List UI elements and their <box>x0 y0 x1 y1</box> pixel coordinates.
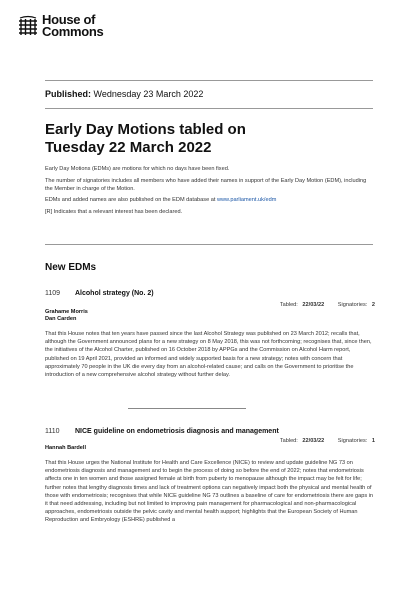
house-of-commons-logo <box>18 14 103 38</box>
edm-database-link[interactable]: www.parliament.uk/edm <box>216 197 277 203</box>
tabled-date: 22/03/22 <box>302 438 325 444</box>
intro-paragraph-3 <box>45 196 375 204</box>
motion-1110 <box>45 428 375 525</box>
motion-sponsors <box>45 445 375 452</box>
logo-wordmark <box>42 14 103 38</box>
intro-paragraph-1: Early Day Motions (EDMs) are motions for which no days have been fixed. <box>45 166 230 172</box>
motion-meta <box>45 302 375 308</box>
motion-text: That this House urges the National Institute for Health and Care Excellence (NICE) to review and update guideline NG 73 on endometriosis diagnosis and management and to begin the process of doing so before the end of 2022; notes that endometriosis affects one in ten women and those assigned female at birth from puberty to menopause although the impact may be felt for life; further notes that lengthy diagnosis times and lack of treatment options can negatively impact both the physical and mental health of those with endometriosis; recognises that while NICE guideline NG 73 outlines a baseline of care for endometriosis there are gaps in it that need addressing, including but not limited to improving pain management for pharmacological and non-pharmacological approaches, endometriosis outside the pelvic cavity and mental health support; highlights that the European Society of Human Reproduction and Embryology (ESHRE) published a <box>45 460 374 524</box>
motion-separator <box>128 408 246 409</box>
published-rule <box>45 108 373 109</box>
intro-paragraph-3-text: EDMs and added names are also published on the EDM database at <box>45 197 217 203</box>
page-title-line-1: Early Day Motions tabled on <box>45 121 246 138</box>
portcullis-icon <box>18 15 38 37</box>
published-line <box>45 89 203 99</box>
motion-sponsors <box>45 309 375 323</box>
motion-meta <box>45 438 375 444</box>
signatories-label: Signatories: <box>337 438 368 444</box>
logo-line-1: House of <box>42 12 96 27</box>
motion-text: That this House notes that ten years have passed since the last Alcohol Strategy was published on 23 March 2012; recalls that, although the Government announced plans for a new strategy on 8 May 2018, this was not forthcoming; recognises that, since then, the initiatives of the Alcohol Charter, published on 16 October 2018 by APPGs and the Commission on Alcohol Harm report, published on 19 April 2021, provided an informed and widely supported basis for a new strategy; notes with concern that approximately 70 people in the UK die every day from an alcohol-related cause; and calls on the Government to prioritise the introduction of a new comprehensive alcohol strategy without further delay. <box>45 331 372 379</box>
page-title <box>45 121 375 157</box>
section-title: New EDMs <box>45 262 97 273</box>
intro-notes <box>45 165 375 219</box>
sponsor-name: Grahame Morris <box>45 309 88 315</box>
motion-1109 <box>45 290 375 379</box>
tabled-date: 22/03/22 <box>302 302 325 308</box>
signatories-label: Signatories: <box>337 302 368 308</box>
motion-number: 1110 <box>45 428 60 435</box>
published-label: Published: <box>45 89 92 99</box>
signatories-count: 1 <box>371 438 375 444</box>
section-rule <box>45 244 373 245</box>
motion-header <box>45 428 375 435</box>
sponsor-name: Hannah Bardell <box>45 445 87 451</box>
signatories-count: 2 <box>371 302 375 308</box>
motion-number: 1109 <box>45 290 61 297</box>
sponsor-name: Dan Carden <box>45 316 77 322</box>
tabled-label: Tabled: <box>279 302 298 308</box>
tabled-label: Tabled: <box>279 438 298 444</box>
motion-header <box>45 290 375 297</box>
intro-paragraph-4: [R] Indicates that a relevant interest has been declared. <box>45 208 183 215</box>
logo-line-2: Commons <box>42 24 104 39</box>
page-title-line-2: Tuesday 22 March 2022 <box>45 139 212 156</box>
published-date: Wednesday 23 March 2022 <box>93 89 204 99</box>
motion-title: Alcohol strategy (No. 2) <box>75 290 154 297</box>
motion-title: NICE guideline on endometriosis diagnosis and management <box>75 428 279 435</box>
top-rule <box>45 80 373 81</box>
intro-paragraph-2: The number of signatories includes all members who have added their names in support of the Early Day Motion (EDM), including the Member in charge of the Motion. <box>45 177 367 192</box>
